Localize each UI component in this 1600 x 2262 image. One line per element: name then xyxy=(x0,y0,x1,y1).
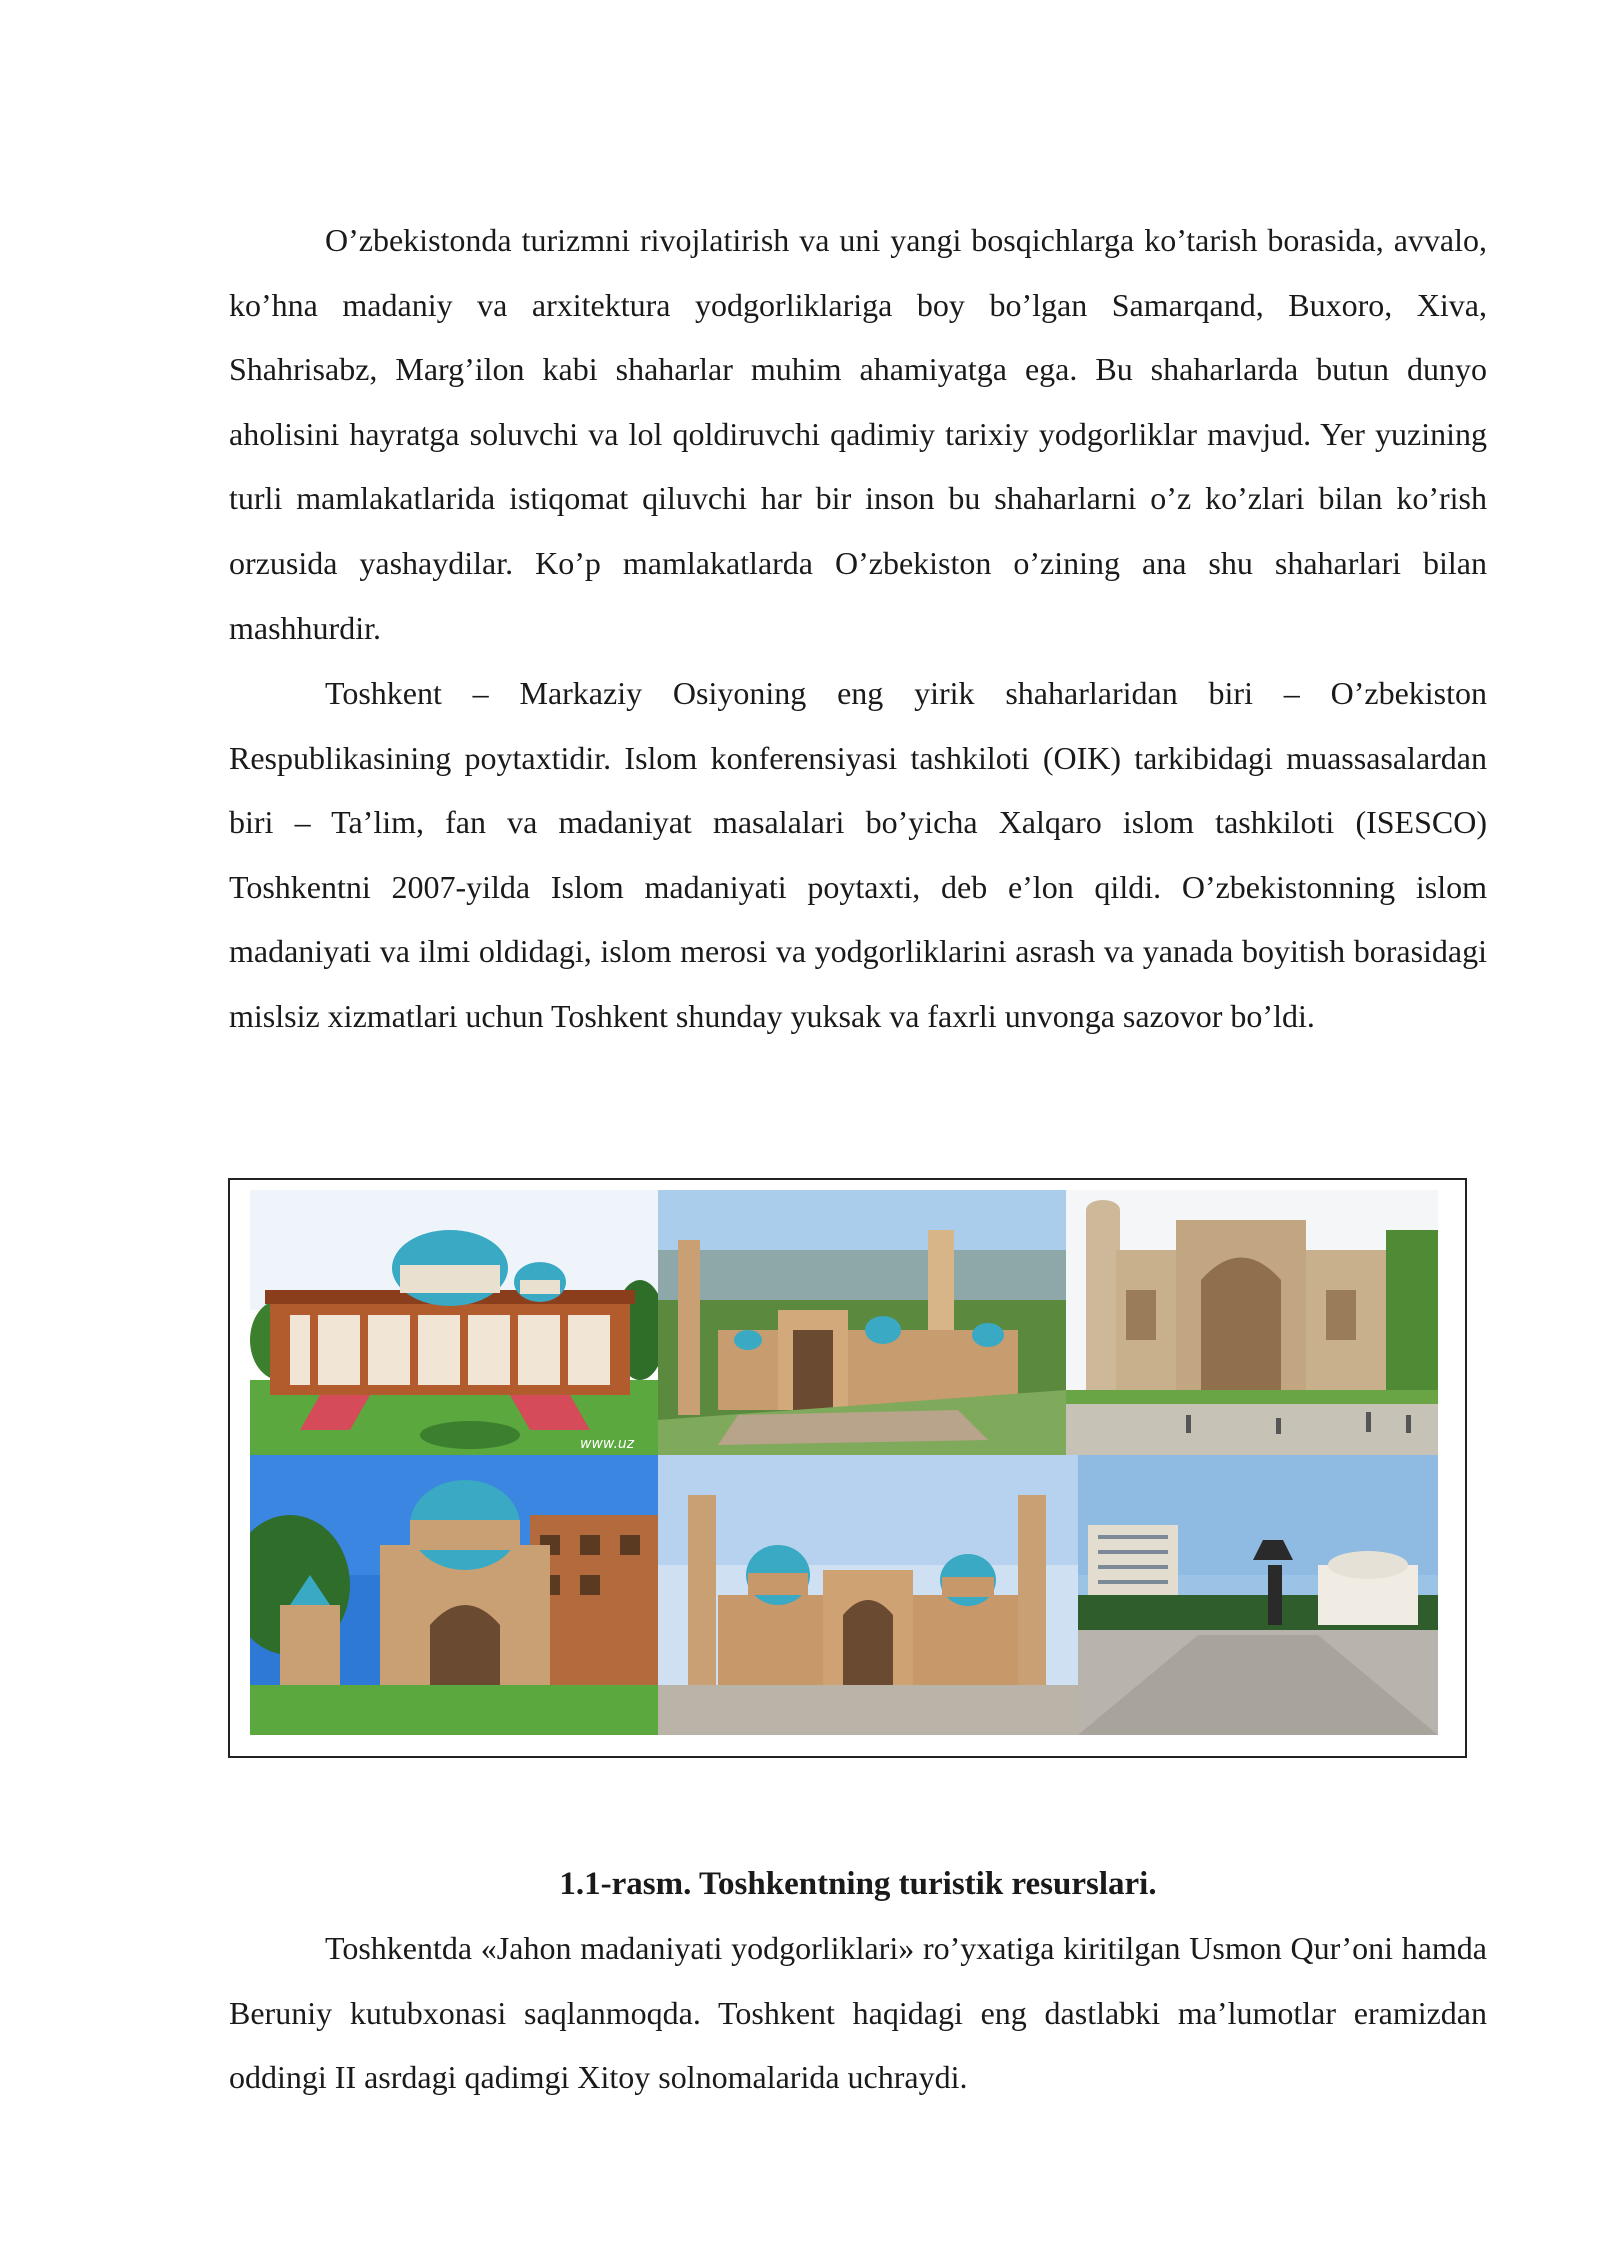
paragraph-1-text: O’zbekistonda turizmni rivojlatirish va uni yangi bosqichlarga ko’tarish borasida, avvalo, ko’hna madaniy va arxitektura yodgorliklariga boy bo’lgan Samarqand, Buxoro, Xiva, Shahrisabz, Marg’ilon kabi shaharlar muhim ahamiyatga ega. Bu shaharlarda butun dunyo aholisini hayratga soluvchi va lol qoldiruvchi qadimiy tarixiy yodgorliklar mavjud. Yer yuzining turli mamlakatlarida istiqomat qiluvchi har bir inson bu shaharlarni o’z ko’zlari bilan ko’rish orzusida yashaydilar. Ko’p mamlakatlarda O’zbekiston o’zining ana shu shaharlari bilan mashhurdir. xyxy=(229,222,1487,646)
photo-hazrati-imam-front xyxy=(658,1455,1078,1735)
paragraph-2 xyxy=(229,661,1487,1049)
photo-hazrati-imam-aerial xyxy=(658,1190,1066,1455)
photo-amir-temur-square xyxy=(1078,1455,1438,1735)
figure-photo-collage xyxy=(228,1178,1467,1758)
paragraph-3-text: Toshkentda «Jahon madaniyati yodgorliklari» ro’yxatiga kiritilgan Usmon Qur’oni hamda Beruniy kutubxonasi saqlanmoqda. Toshkent haqidagi eng dastlabki ma’lumotlar eramizdan oddingi II asrdagi qadimgi Xitoy solnomalarida uchraydi. xyxy=(229,1930,1487,2096)
photo-wooden-museum xyxy=(250,1190,658,1455)
paragraph-3 xyxy=(229,1916,1487,2110)
figure-caption: 1.1-rasm. Toshkentning turistik resurslari. xyxy=(559,1866,1157,1902)
photo-watermark: www.uz xyxy=(580,1436,635,1452)
photo-mausoleum-blue-dome xyxy=(250,1455,658,1735)
photo-kukeldash-madrasah xyxy=(1066,1190,1438,1455)
paragraph-1 xyxy=(229,208,1487,660)
paragraph-2-text: Toshkent – Markaziy Osiyoning eng yirik shaharlaridan biri – O’zbekiston Respublikasining poytaxtidir. Islom konferensiyasi tashkiloti (OIK) tarkibidagi muassasalardan biri – Ta’lim, fan va madaniyat masalalari bo’yicha Xalqaro islom tashkiloti (ISESCO) Toshkentni 2007-yilda Islom madaniyati poytaxti, deb e’lon qildi. O’zbekistonning islom madaniyati va ilmi oldidagi, islom merosi va yodgorliklarini asrash va yanada boyitish borasidagi mislsiz xizmatlari uchun Toshkent shunday yuksak va faxrli unvonga sazovor bo’ldi. xyxy=(229,675,1487,1034)
